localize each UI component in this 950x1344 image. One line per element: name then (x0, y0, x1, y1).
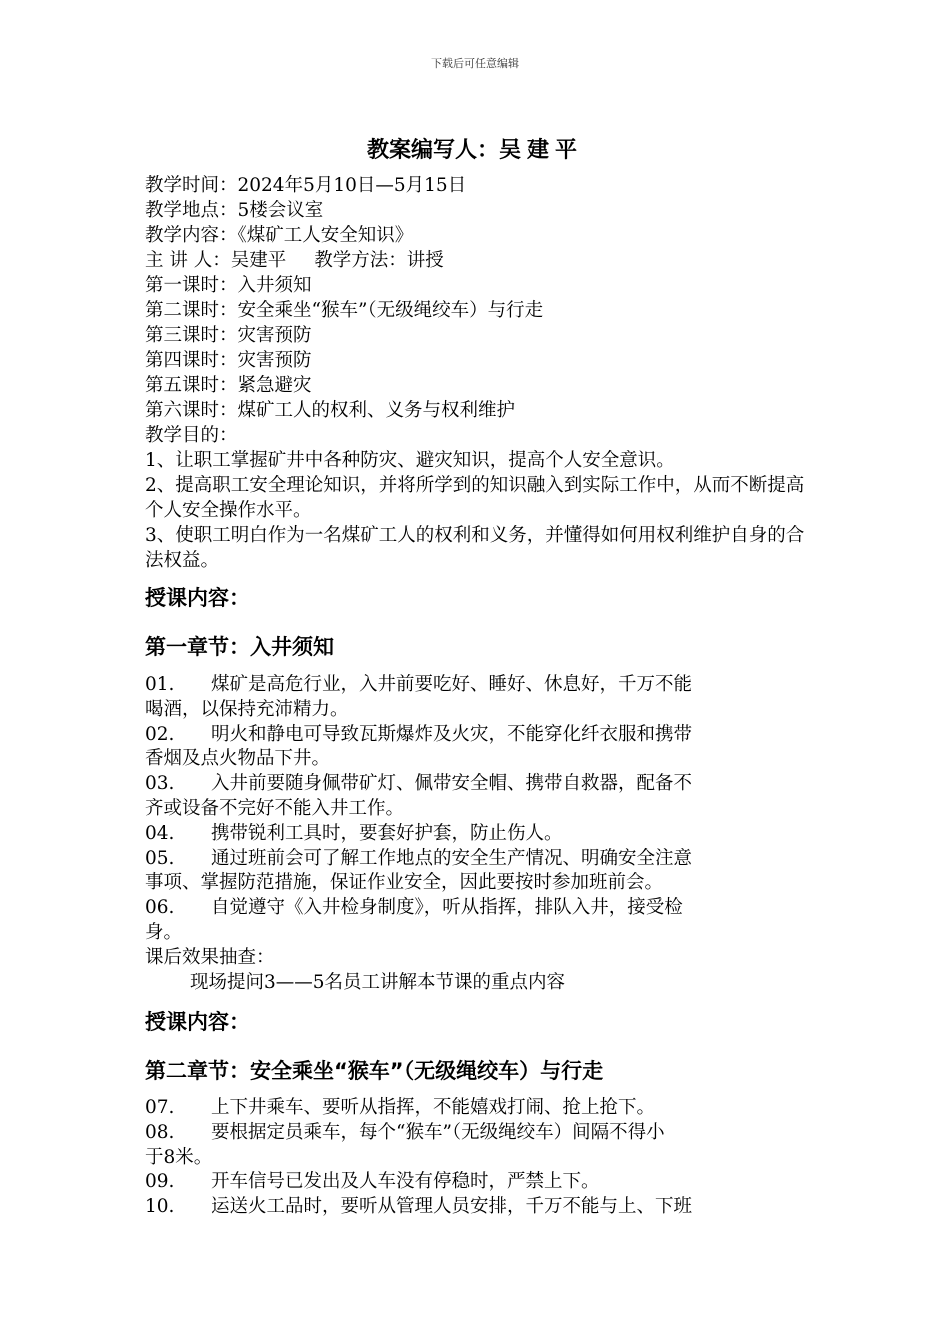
item-text: 煤矿是高危行业，入井前要吃好、睡好、休息好，千万不能 (211, 674, 693, 695)
check-text: 现场提问3——5名员工讲解本节课的重点内容 (190, 972, 566, 993)
item-text: 自觉遵守《入井检身制度》，听从指挥，排队入井，接受检 (211, 897, 683, 919)
document-title (0, 136, 950, 164)
goal-heading: 教学目的： (145, 425, 238, 446)
list-item (145, 822, 807, 847)
goal-item: 1、让职工掌握矿井中各种防灾、避灾知识，提高个人安全意识。 (145, 450, 675, 471)
item-number: 07. (145, 1097, 175, 1118)
list-item (145, 723, 807, 773)
section-heading: 授课内容： (145, 586, 250, 610)
item-number: 01. (145, 674, 175, 695)
header-note: 下载后可任意编辑 (431, 57, 519, 70)
item-text: 入井前要随身佩带矿灯、佩带安全帽、携带自救器，配备不 (211, 773, 693, 795)
lesson-item: 第四课时：灾害预防 (145, 350, 312, 371)
item-text-cont: 于8米。 (145, 1146, 213, 1168)
item-text: 明火和静电可导致瓦斯爆炸及火灾，不能穿化纤衣服和携带 (211, 723, 693, 745)
item-text-cont: 身。 (145, 921, 183, 943)
item-text-cont: 香烟及点火物品下井。 (145, 748, 331, 770)
lesson-item: 第三课时：灾害预防 (145, 325, 312, 346)
meta-place: 教学地点：5楼会议室 (145, 200, 324, 221)
list-item (145, 772, 807, 822)
item-text-cont: 事项、掌握防范措施，保证作业安全，因此要按时参加班前会。 (145, 872, 664, 894)
meta-time: 教学时间：2024年5月10日—5月15日 (145, 175, 467, 196)
item-text: 携带锐利工具时，要套好护套，防止伤人。 (211, 822, 563, 844)
goal-item: 3、使职工明白作为一名煤矿工人的权利和义务，并懂得如何用权利维护自身的合法权益。 (145, 525, 805, 571)
item-number: 10. (145, 1196, 175, 1218)
item-text: 通过班前会可了解工作地点的安全生产情况、明确安全注意 (211, 847, 693, 869)
meta-method: 教学方法：讲授 (314, 250, 444, 271)
list-item (145, 1170, 807, 1195)
meta-content: 教学内容：《煤矿工人安全知识》 (145, 225, 414, 246)
lesson-item: 第六课时：煤矿工人的权利、义务与权利维护 (145, 400, 516, 421)
item-number: 04. (145, 822, 175, 844)
chapter-heading: 第一章节：入井须知 (145, 635, 334, 659)
list-item (145, 673, 807, 723)
item-text: 运送火工品时，要听从管理人员安排，千万不能与上、下班 (211, 1196, 693, 1218)
list-item (145, 896, 807, 946)
title-author: 吴建平 (499, 137, 584, 163)
lesson-item: 第五课时：紧急避灾 (145, 375, 312, 396)
list-item (145, 1195, 807, 1220)
chapter-2-items (145, 1096, 807, 1220)
meta-lecturer: 主 讲 人：吴建平 (145, 250, 287, 271)
item-number: 03. (145, 773, 175, 795)
lesson-meta (145, 173, 805, 573)
item-text: 上下井乘车、要听从指挥，不能嬉戏打闹、抢上抢下。 (211, 1097, 656, 1118)
item-number: 08. (145, 1121, 175, 1143)
item-number: 06. (145, 897, 175, 919)
list-item (145, 847, 807, 897)
chapter-heading: 第二章节：安全乘坐“猴车”（无级绳绞车）与行走 (145, 1059, 604, 1083)
title-label: 教案编写人： (366, 137, 499, 163)
item-text: 开车信号已发出及人车没有停稳时，严禁上下。 (211, 1171, 600, 1193)
item-text-cont: 喝酒，以保持充沛精力。 (145, 698, 349, 720)
item-text: 要根据定员乘车，每个“猴车”（无级绳绞车）间隔不得小 (211, 1121, 665, 1143)
lesson-item: 第二课时：安全乘坐“猴车”（无级绳绞车）与行走 (145, 300, 544, 321)
lesson-item: 第一课时：入井须知 (145, 275, 312, 296)
item-number: 09. (145, 1171, 175, 1193)
meta-lecturer-method (145, 248, 805, 273)
check-heading: 课后效果抽查： (145, 947, 275, 968)
item-number: 05. (145, 847, 175, 869)
item-text-cont: 齐或设备不完好不能入井工作。 (145, 797, 405, 819)
section-heading: 授课内容： (145, 1010, 250, 1034)
item-number: 02. (145, 723, 175, 745)
list-item (145, 1096, 807, 1121)
goal-item: 2、提高职工安全理论知识，并将所学到的知识融入到实际工作中，从而不断提高个人安全操作水平。 (145, 475, 805, 521)
chapter-1-items (145, 673, 807, 946)
list-item (145, 1121, 807, 1171)
